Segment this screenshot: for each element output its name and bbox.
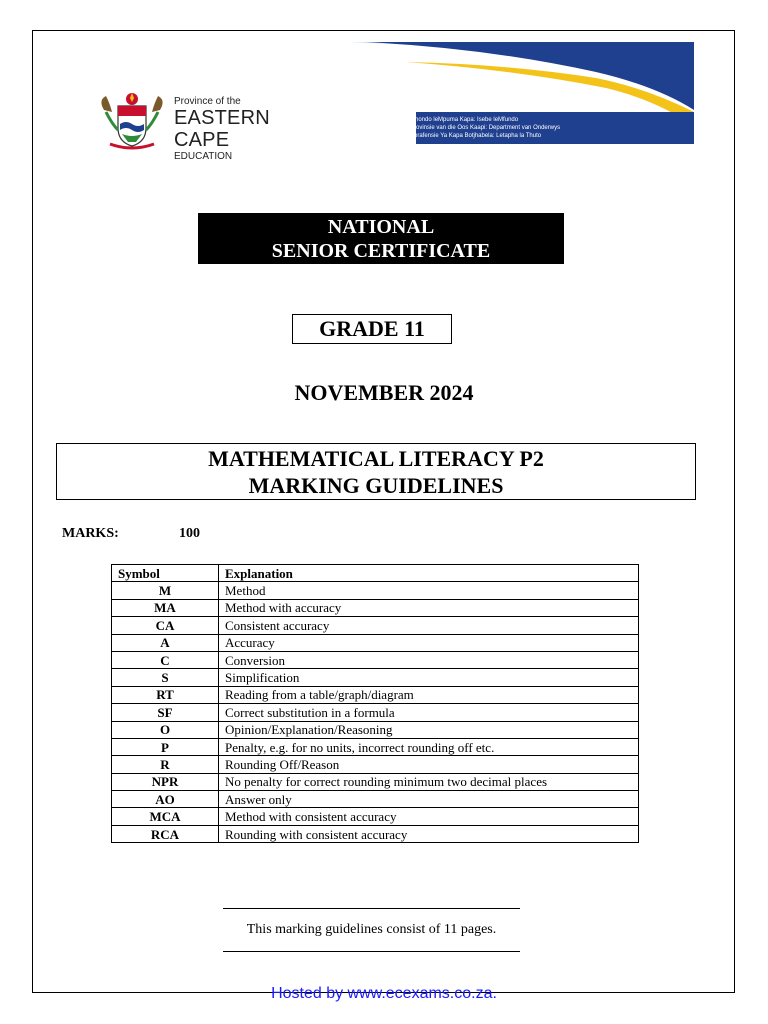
grade-label: GRADE 11 — [292, 314, 452, 344]
banner-line: Porafensie Ya Kapa Botjhabela: Letapha la Thuto — [410, 133, 542, 139]
symbol-cell: M — [112, 582, 219, 599]
province-small-text: Province of the — [174, 96, 241, 107]
explanation-cell: Rounding with consistent accuracy — [219, 825, 639, 842]
certificate-line-1: NATIONAL — [327, 216, 435, 238]
symbol-cell: RT — [112, 686, 219, 703]
symbol-cell: R — [112, 756, 219, 773]
paper-title — [56, 443, 696, 500]
explanation-cell: Simplification — [219, 669, 639, 686]
table-row — [112, 773, 639, 790]
banner-line: Iphondo leMpuma Kapa: Isebe leMfundo — [410, 117, 519, 123]
table-row — [112, 669, 639, 686]
explanation-cell: Method with accuracy — [219, 599, 639, 616]
symbol-cell: MCA — [112, 808, 219, 825]
symbol-cell: C — [112, 651, 219, 668]
column-header: Symbol — [112, 565, 219, 582]
header — [62, 42, 694, 162]
table-header-row — [112, 565, 639, 582]
explanation-cell: Penalty, e.g. for no units, incorrect rounding off etc. — [219, 738, 639, 755]
table-row — [112, 617, 639, 634]
explanation-cell: Correct substitution in a formula — [219, 704, 639, 721]
explanation-cell: Method — [219, 582, 639, 599]
symbol-cell: SF — [112, 704, 219, 721]
symbol-cell: S — [112, 669, 219, 686]
footer-rule-bottom — [223, 951, 520, 952]
symbol-cell: CA — [112, 617, 219, 634]
footer-rule-top — [223, 908, 520, 909]
table-row — [112, 704, 639, 721]
title-line-2: MARKING GUIDELINES — [248, 473, 504, 498]
certificate-banner — [198, 213, 564, 264]
table-row — [112, 651, 639, 668]
department-name: EDUCATION — [174, 151, 233, 162]
table-row — [112, 634, 639, 651]
table-row — [112, 582, 639, 599]
marks-value: 100 — [179, 526, 200, 541]
explanation-cell: Consistent accuracy — [219, 617, 639, 634]
table-row — [112, 756, 639, 773]
table-row — [112, 686, 639, 703]
province-wordmark — [174, 96, 326, 162]
exam-date: NOVEMBER 2024 — [294, 380, 474, 405]
symbol-cell: P — [112, 738, 219, 755]
banner-line: Provinsie van die Oos Kaapi: Department van Onderwys — [410, 125, 561, 131]
certificate-line-2: SENIOR CERTIFICATE — [271, 240, 491, 262]
symbol-cell: A — [112, 634, 219, 651]
page-border — [32, 30, 735, 993]
explanation-cell: Answer only — [219, 791, 639, 808]
explanation-cell: Conversion — [219, 651, 639, 668]
page-count-note: This marking guidelines consist of 11 pages. — [246, 922, 497, 937]
explanation-cell: Rounding Off/Reason — [219, 756, 639, 773]
title-line-1: MATHEMATICAL LITERACY P2 — [208, 446, 544, 471]
hosted-by-link[interactable]: Hosted by www.ecexams.co.za. — [271, 985, 497, 1002]
table-row — [112, 808, 639, 825]
symbol-cell: RCA — [112, 825, 219, 842]
explanation-cell: Method with consistent accuracy — [219, 808, 639, 825]
symbol-cell: O — [112, 721, 219, 738]
explanation-cell: Opinion/Explanation/Reasoning — [219, 721, 639, 738]
symbols-table — [111, 564, 639, 843]
column-header: Explanation — [219, 565, 639, 582]
table-row — [112, 599, 639, 616]
table-row — [112, 721, 639, 738]
explanation-cell: Accuracy — [219, 634, 639, 651]
explanation-cell: No penalty for correct rounding minimum two decimal places — [219, 773, 639, 790]
table-row — [112, 791, 639, 808]
symbol-cell: MA — [112, 599, 219, 616]
marks-label: MARKS: — [62, 526, 119, 541]
table-row — [112, 738, 639, 755]
banner-swoosh — [346, 42, 694, 162]
table-row — [112, 825, 639, 842]
banner-text — [410, 116, 680, 140]
coat-of-arms-icon — [96, 90, 168, 150]
explanation-cell: Reading from a table/graph/diagram — [219, 686, 639, 703]
province-logo — [96, 90, 326, 162]
province-name: EASTERN CAPE — [174, 107, 270, 151]
symbol-cell: AO — [112, 791, 219, 808]
symbol-cell: NPR — [112, 773, 219, 790]
marks — [62, 526, 200, 542]
